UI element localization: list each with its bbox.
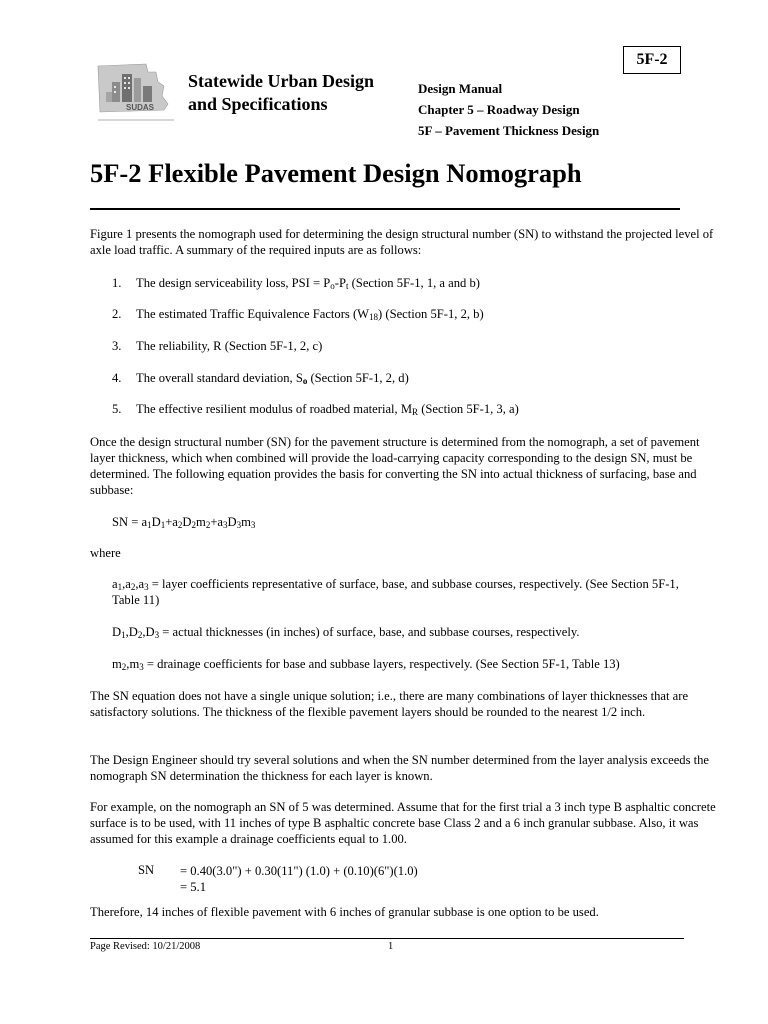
svg-text:SUDAS: SUDAS	[126, 103, 155, 112]
unique-solution-paragraph: The SN equation does not have a single unique solution; i.e., there are many combinations of layer thicknesses that are satisfactory solutions. The thickness of the flexible pavement layers should be rounded to the nearest 1/2 inch.	[90, 689, 689, 719]
org-title-line-2: and Specifications	[188, 94, 328, 114]
sudas-logo	[94, 60, 180, 126]
calc-line-2: = 5.1	[180, 880, 206, 894]
input-item-2: 2. The estimated Traffic Equivalence Factors $(W_{18})$ (Section 5F-1, 2, b)	[112, 307, 484, 322]
calc-line-1: = 0.40(3.0") + 0.30(11") (1.0) + (0.10)(6")(1.0)	[180, 864, 418, 878]
definition-thicknesses: $D_1,D_2,D_3$ = actual thicknesses (in inches) of surface, base, and subbase courses, respectively.	[112, 625, 580, 640]
section-code-box: 5F-2	[623, 46, 681, 74]
title-rule	[90, 208, 680, 210]
conclusion-paragraph: Therefore, 14 inches of flexible pavement with 6 inches of granular subbase is one option to be used.	[90, 905, 599, 919]
section-name: 5F – Pavement Thickness Design	[418, 123, 600, 138]
input-item-3: 3. The reliability, R (Section 5F-1, 2, c)	[112, 339, 323, 353]
page-revised: Page Revised: 10/21/2008	[90, 941, 201, 952]
engineer-paragraph: The Design Engineer should try several solutions and when the SN number determined from the layer analysis exceeds the nomograph SN determination the thickness for each layer is known.	[90, 753, 710, 783]
org-title-line-1: Statewide Urban Design	[188, 71, 375, 91]
org-title	[188, 70, 408, 116]
calc-label: SN	[138, 863, 155, 877]
sn-paragraph: Once the design structural number (SN) for the pavement structure is determined from the nomograph, a set of pavement layer thickness, which when combined will provide the load-carrying capacity corresponding to the design SN, must be determined. The following equation provides the basis for converting the SN into actual thickness of surfacing, base and subbase:	[90, 435, 700, 497]
sn-equation	[112, 514, 702, 530]
manual-name: Design Manual	[418, 81, 503, 96]
input-item-4: 4. The overall standard deviation, $S_o$ (Section 5F-1, 2, d)	[112, 371, 409, 386]
intro-paragraph: Figure 1 presents the nomograph used for determining the design structural number (SN) to withstand the projected level of axle load traffic. A summary of the required inputs are as follows:	[90, 227, 714, 257]
chapter-name: Chapter 5 – Roadway Design	[418, 102, 580, 117]
manual-info	[418, 78, 658, 141]
input-item-1: 1. The design serviceability loss, PSI = $P_o-P_t$ (Section 5F-1, 1, a and b)	[112, 276, 480, 291]
calc-lines	[180, 863, 418, 895]
footer-rule	[90, 938, 684, 939]
sn-equation-text: SN = $a_1D_1+a_2D_2m_2+a_3D_3m_3$	[112, 515, 256, 530]
where-label: where	[90, 546, 121, 560]
page-number: 1	[388, 941, 394, 952]
input-item-5: 5. The effective resilient modulus of roadbed material, $M_R$ (Section 5F-1, 3, a)	[112, 402, 519, 417]
page-title: 5F-2 Flexible Pavement Design Nomograph	[90, 158, 582, 188]
definition-drainage: $m_2,m_3$ = drainage coefficients for base and subbase layers, respectively. (See Section 5F-1, Table 13)	[112, 657, 620, 672]
example-paragraph: For example, on the nomograph an SN of 5 was determined. Assume that for the first trial a 3 inch type B asphaltic concrete surface is to be used, with 11 inches of type B asphaltic concrete base Class 2 and a 6 inch granular subbase. Also, it was assumed for this example a drainage coefficients equal to 1.00.	[90, 800, 716, 846]
definition-layer-coefficients: $a_1,a_2,a_3$ = layer coefficients representative of surface, base, and subbase courses, respectively. (See Section 5F-1, Table 11)	[112, 577, 679, 607]
